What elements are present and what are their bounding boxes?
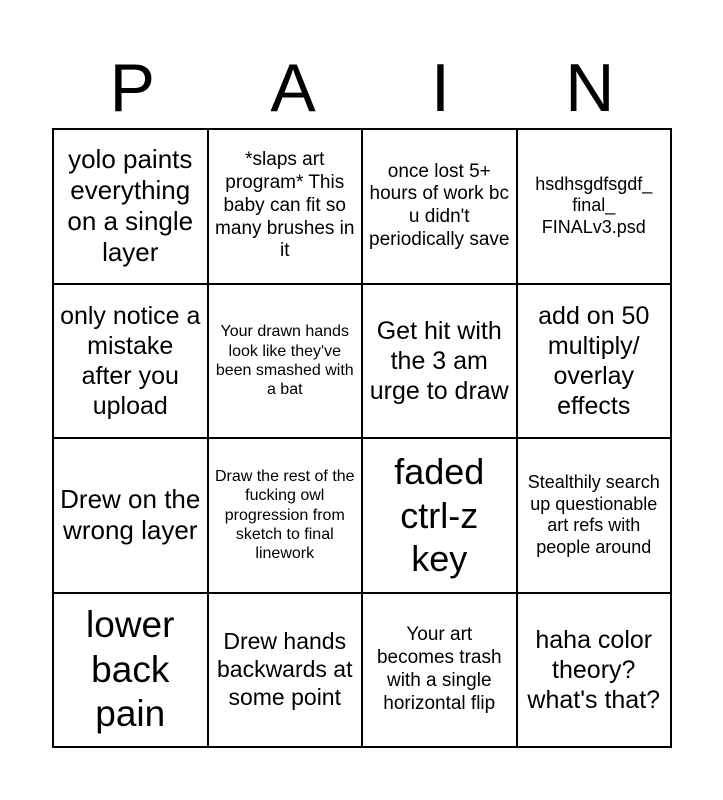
bingo-cell[interactable] [362, 593, 517, 748]
bingo-cell[interactable] [208, 129, 363, 284]
bingo-cell[interactable] [362, 284, 517, 439]
cell-text: Drew on the wrong layer [60, 484, 201, 546]
bingo-cell[interactable] [517, 129, 672, 284]
cell-text: Your drawn hands look like they've been smashed with a bat [215, 323, 354, 398]
bingo-cell[interactable] [53, 438, 208, 593]
bingo-cell[interactable] [208, 593, 363, 748]
cell-text: hsdhsgdfsgdf_ final_ FINALv3.psd [535, 173, 653, 238]
cell-text: Get hit with the 3 am urge to draw [369, 316, 509, 405]
cell-text: faded ctrl-z key [394, 451, 485, 579]
cell-text: yolo paints everything on a single layer [67, 143, 194, 268]
cell-text: once lost 5+ hours of work bc u didn't periodically save [369, 160, 510, 251]
bingo-board [52, 128, 672, 748]
bingo-cell[interactable] [517, 593, 672, 748]
title-letter-n: N [565, 50, 615, 126]
cell-text: Your art becomes trash with a single horizontal flip [376, 624, 502, 714]
bingo-cell[interactable] [208, 284, 363, 439]
cell-text: Drew hands backwards at some point [216, 628, 353, 710]
cell-text: Stealthily search up questionable art refs with people around [527, 472, 660, 557]
cell-text: *slaps art program* This baby can fit so many brushes in it [215, 149, 355, 262]
bingo-title [52, 48, 672, 128]
cell-text: only notice a mistake after you upload [60, 301, 201, 420]
bingo-cell[interactable] [517, 438, 672, 593]
cell-text: haha color theory? what's that? [527, 625, 661, 714]
bingo-cell[interactable] [53, 129, 208, 284]
cell-text: add on 50 multiply/ overlay effects [538, 301, 650, 420]
bingo-cell[interactable] [53, 284, 208, 439]
title-letter-a: A [270, 50, 316, 126]
bingo-cell[interactable] [208, 438, 363, 593]
bingo-cell[interactable] [362, 129, 517, 284]
bingo-cell[interactable] [53, 593, 208, 748]
bingo-cell[interactable] [517, 284, 672, 439]
title-letter-i: I [431, 50, 450, 126]
cell-text: Draw the rest of the fucking owl progression from sketch to final linework [214, 468, 355, 563]
cell-text: lower back pain [86, 604, 175, 734]
bingo-cell[interactable] [362, 438, 517, 593]
title-letter-p: P [109, 50, 156, 126]
